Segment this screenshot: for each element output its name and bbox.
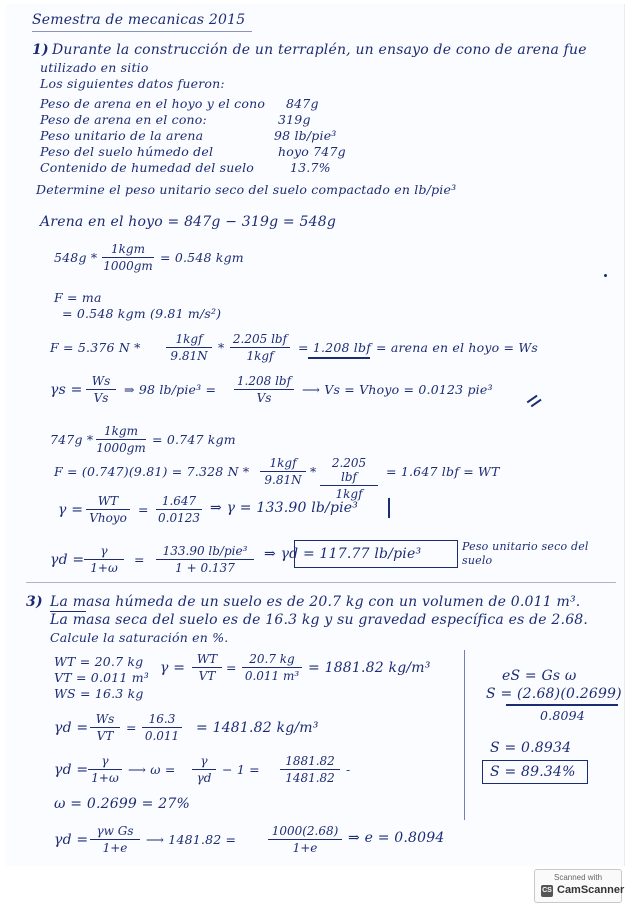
problem3-line1: La masa húmeda de un suelo es de 20.7 kg con un volumen de 0.011 m³. xyxy=(50,594,581,610)
step8-fraction2 xyxy=(156,494,202,525)
gammad-left: γd = xyxy=(54,720,89,736)
step9-f2-num: 133.90 lb/pie³ xyxy=(156,544,254,560)
sat-r1: eS = Gs ω xyxy=(502,668,577,684)
column-separator xyxy=(464,650,465,820)
gamma-f2-den: 0.011 m³ xyxy=(244,669,300,683)
step2-left: 548g * xyxy=(54,250,98,265)
gamma-fraction2 xyxy=(242,652,302,683)
gammad-f1-den: VT xyxy=(96,729,114,743)
step6-right: = 0.747 kgm xyxy=(152,432,236,447)
step9-note-1: Peso unitario seco del xyxy=(462,540,589,553)
step6-left: 747g * xyxy=(50,432,94,447)
step4-right: = arena en el hoyo = Ws xyxy=(376,340,538,355)
gammad-fraction2 xyxy=(142,712,182,743)
sat-r4: S = 0.8934 xyxy=(490,740,572,756)
step9-fraction2 xyxy=(156,544,254,575)
step8-f2-den: 0.0123 xyxy=(158,511,200,525)
step6-fraction xyxy=(96,424,146,455)
omega-f1-den: 1+ω xyxy=(91,771,119,785)
step6-num: 1kgm xyxy=(96,424,146,440)
step8-eq: = xyxy=(138,502,149,517)
e-f1-num: γw Gs xyxy=(90,824,140,840)
step7-times: * xyxy=(310,464,317,479)
omega-mid: ⟶ ω = xyxy=(128,762,176,777)
omega-minus: − 1 = xyxy=(222,762,260,777)
e-fraction1 xyxy=(90,824,140,855)
omega-fraction3 xyxy=(280,754,340,785)
e-fraction2 xyxy=(268,824,342,855)
problem3-line2: La masa seca del suelo es de 16.3 kg y su gravedad específica es de 2.68. xyxy=(50,612,589,628)
e-f2-num: 1000(2.68) xyxy=(268,824,342,840)
e-mid: ⟶ 1481.82 = xyxy=(146,832,237,847)
gamma-eq: = xyxy=(226,660,237,675)
step4-f1-den: 9.81N xyxy=(170,349,208,363)
e-f2-den: 1+e xyxy=(292,841,318,855)
problem3-number: 3) xyxy=(26,594,43,610)
section-divider xyxy=(26,582,616,583)
step9-f1-den: 1+ω xyxy=(90,561,118,575)
e-f1-den: 1+e xyxy=(102,841,128,855)
omega-fraction2 xyxy=(192,754,216,785)
gammad-f1-num: Ws xyxy=(90,712,120,728)
gamma-f1-den: VT xyxy=(198,669,216,683)
omega-dash: - xyxy=(346,762,351,777)
omega-f2-den: γd xyxy=(196,771,212,785)
gammad-fraction1 xyxy=(90,712,120,743)
step2-fraction xyxy=(102,242,154,273)
omega-left: γd = xyxy=(54,762,89,778)
problem3-line3: Calcule la saturación en %. xyxy=(50,630,229,645)
step4-f2-den: 1kgf xyxy=(246,349,274,363)
step4-fraction2 xyxy=(230,332,290,363)
omega-f2-num: γ xyxy=(192,754,216,770)
camscanner-badge xyxy=(534,869,625,903)
step5-f1-num: Ws xyxy=(86,374,116,390)
problem1-line3: Los siguientes datos fueron: xyxy=(40,76,225,91)
step9-f2-den: 1 + 0.137 xyxy=(175,561,235,575)
step5-f2-num: 1.208 lbf xyxy=(234,374,294,390)
step8-left: γ = xyxy=(58,502,84,518)
data-label-2: Peso de arena en el cono: xyxy=(40,112,207,127)
sat-r5: S = 89.34% xyxy=(490,764,576,780)
ink-dot xyxy=(604,274,607,277)
step5-left: γs = xyxy=(50,382,83,398)
step8-f1-den: Vhoyo xyxy=(89,511,127,525)
step7-fraction1 xyxy=(260,456,306,487)
gamma-fraction1 xyxy=(192,652,222,683)
data-value-4: hoyo 747g xyxy=(278,144,346,159)
camscanner-logo-icon: CS xyxy=(541,885,553,897)
sat-r2: S = (2.68)(0.2699) xyxy=(486,686,622,702)
step4-f2-num: 2.205 lbf xyxy=(230,332,290,348)
step9-result: ⇒ γd = 117.77 lb/pie³ xyxy=(264,546,422,562)
step2-den: 1000gm xyxy=(103,259,153,273)
step4-times: * xyxy=(218,340,225,355)
scanned-page xyxy=(6,4,625,866)
problem1-line2: utilizado en sitio xyxy=(40,60,149,75)
step3-b: = 0.548 kgm (9.81 m/s²) xyxy=(62,306,222,321)
step9-f1-num: γ xyxy=(84,544,124,560)
data-label-5: Contenido de humedad del suelo xyxy=(40,160,255,175)
gammad-eq: = xyxy=(126,720,137,735)
data-value-3: 98 lb/pie³ xyxy=(274,128,337,143)
data-label-1: Peso de arena en el hoyo y el cono xyxy=(40,96,266,111)
step2-right: = 0.548 kgm xyxy=(160,250,244,265)
sat-fraction-line xyxy=(506,704,618,706)
step9-left: γd = xyxy=(50,552,85,568)
data-label-4: Peso del suelo húmedo del xyxy=(40,144,214,159)
step4-result: = 1.208 lbf xyxy=(298,340,372,355)
data-value-5: 13.7% xyxy=(290,160,331,175)
step5-mark-2 xyxy=(531,399,542,407)
header-underline xyxy=(32,31,252,32)
data-value-1: 847g xyxy=(286,96,319,111)
sat-r3: 0.8094 xyxy=(540,708,585,723)
step2-num: 1kgm xyxy=(102,242,154,258)
gammad-f2-num: 16.3 xyxy=(142,712,182,728)
data-label-3: Peso unitario de la arena xyxy=(40,128,204,143)
step5-fraction2 xyxy=(234,374,294,405)
omega-f1-num: γ xyxy=(88,754,122,770)
step5-f1-den: Vs xyxy=(93,391,109,405)
step6-den: 1000gm xyxy=(96,441,146,455)
scanned-with-text: Scanned with xyxy=(553,873,603,882)
step7-f1-num: 1kgf xyxy=(260,456,306,472)
data-value-2: 319g xyxy=(278,112,311,127)
page-header: Semestra de mecanicas 2015 xyxy=(32,12,246,28)
step5-right: ⟶ Vs = Vhoyo = 0.0123 pie³ xyxy=(302,382,493,397)
step4-fraction1 xyxy=(166,332,212,363)
step5-f2-den: Vs xyxy=(256,391,272,405)
problem1-question: Determine el peso unitario seco del suelo compactado en lb/pie³ xyxy=(36,182,457,197)
camscanner-name: CamScanner xyxy=(557,884,625,896)
step9-note-2: suelo xyxy=(462,554,493,567)
step7-f1-den: 9.81N xyxy=(264,473,302,487)
omega-f3-den: 1481.82 xyxy=(285,771,335,785)
step4-left: F = 5.376 N * xyxy=(50,340,141,355)
step5-fraction1 xyxy=(86,374,116,405)
problem1-line1: Durante la construcción de un terraplén, un ensayo de cono de arena fue xyxy=(52,42,587,58)
step7-f2-den: 1kgf xyxy=(335,487,363,501)
step7-fraction2 xyxy=(320,456,378,501)
omega-f3-num: 1881.82 xyxy=(280,754,340,770)
step4-f1-num: 1kgf xyxy=(166,332,212,348)
omega-fraction1 xyxy=(88,754,122,785)
step8-fraction1 xyxy=(86,494,130,525)
given-2: VT = 0.011 m³ xyxy=(54,670,150,685)
step-sand-in-hole: Arena en el hoyo = 847g − 319g = 548g xyxy=(40,214,336,230)
step7-right: = 1.647 lbf = WT xyxy=(386,464,500,479)
e-right: ⇒ e = 0.8094 xyxy=(348,830,445,846)
gamma-left: γ = xyxy=(160,660,186,676)
step8-f1-num: WT xyxy=(86,494,130,510)
step9-eq: = xyxy=(134,552,145,567)
step8-f2-num: 1.647 xyxy=(156,494,202,510)
step5-mid: ⇒ 98 lb/pie³ = xyxy=(124,382,217,397)
step3-a: F = ma xyxy=(54,290,102,305)
gamma-f1-num: WT xyxy=(192,652,222,668)
gammad-f2-den: 0.011 xyxy=(144,729,180,743)
problem1-number: 1) xyxy=(32,42,49,58)
step4-result-underline xyxy=(308,357,370,359)
gamma-f2-num: 20.7 kg xyxy=(242,652,302,668)
step8-right: ⇒ γ = 133.90 lb/pie³ xyxy=(210,500,359,516)
e-left: γd = xyxy=(54,832,89,848)
given-1: WT = 20.7 kg xyxy=(54,654,144,669)
omega-result: ω = 0.2699 = 27% xyxy=(54,796,190,812)
step8-bar xyxy=(388,498,390,518)
step7-f2-num: 2.205 lbf xyxy=(320,456,378,486)
step9-fraction1 xyxy=(84,544,124,575)
step7-left: F = (0.747)(9.81) = 7.328 N * xyxy=(54,464,250,479)
gamma-right: = 1881.82 kg/m³ xyxy=(308,660,431,676)
given-3: WS = 16.3 kg xyxy=(54,686,144,701)
gammad-right: = 1481.82 kg/m³ xyxy=(196,720,319,736)
